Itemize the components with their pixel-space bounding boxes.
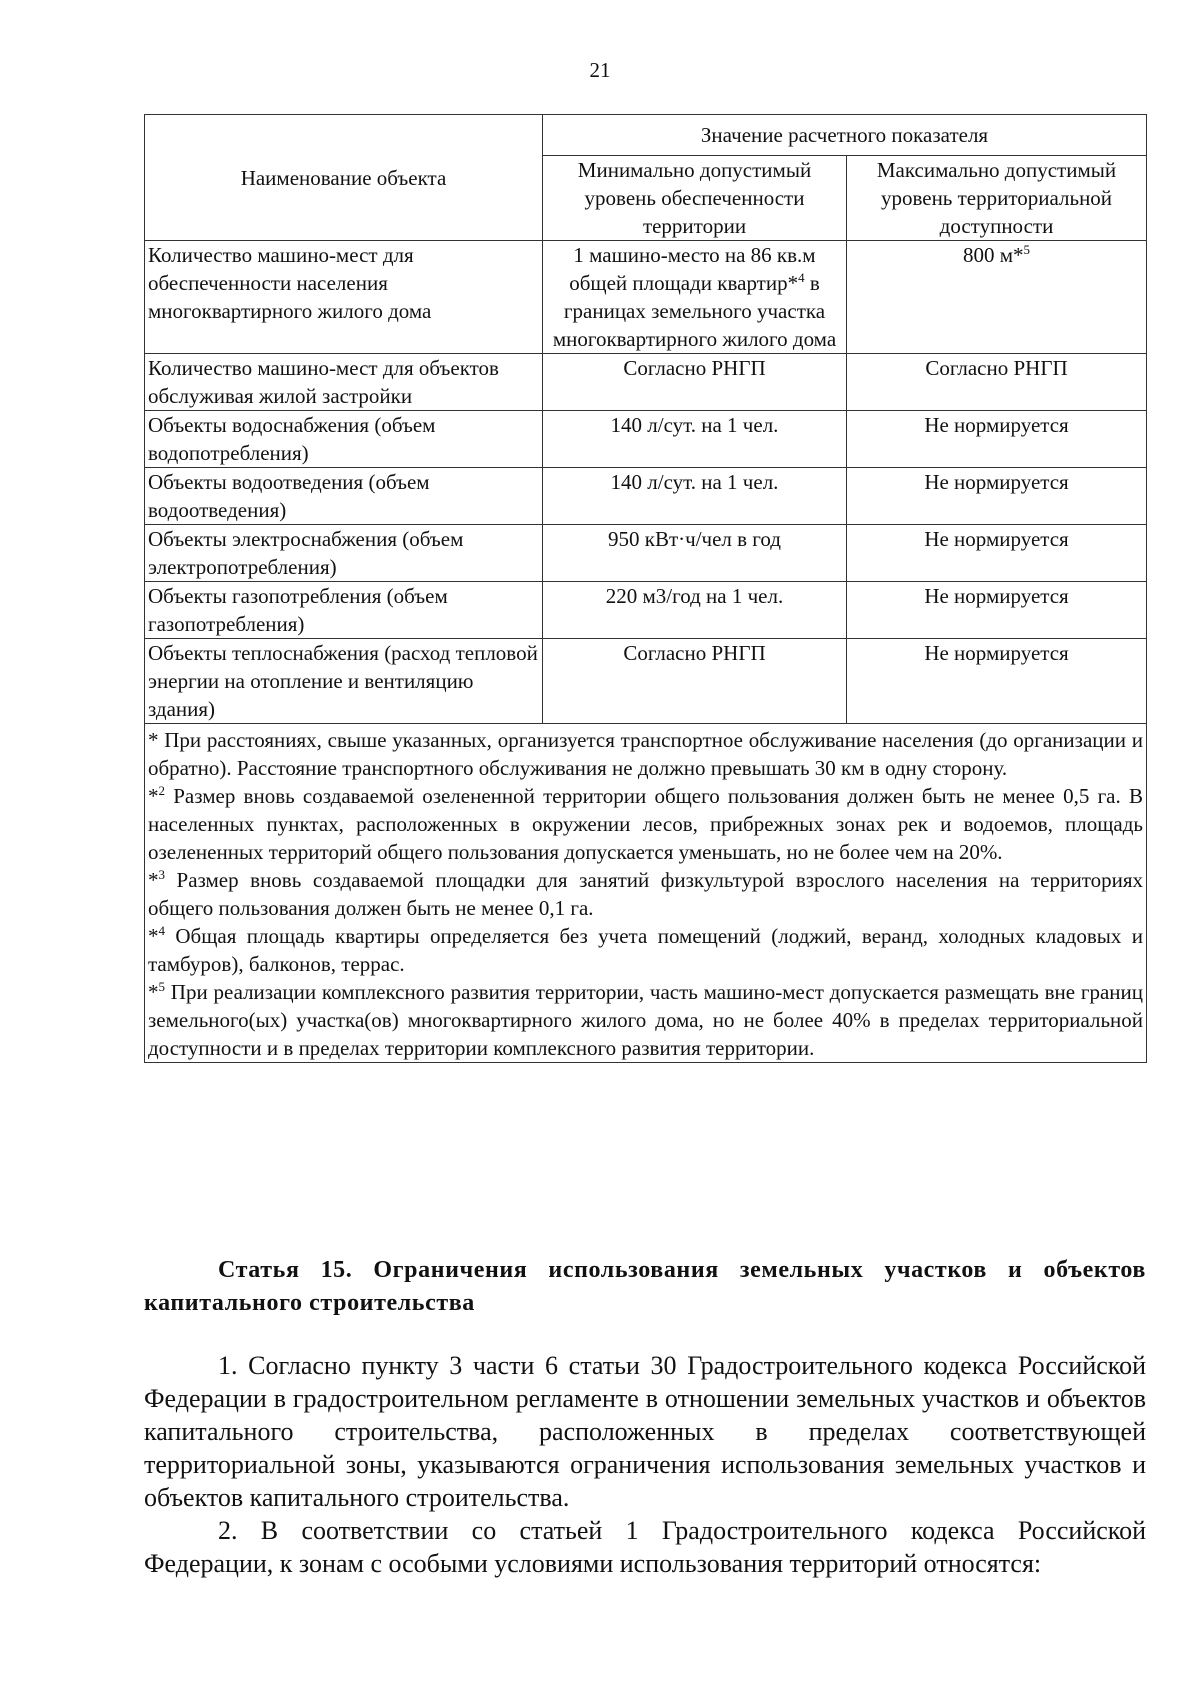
- footnotes-cell: [145, 724, 1147, 1063]
- row-min: 220 м3/год на 1 чел.: [543, 582, 847, 639]
- table-row: [145, 468, 1147, 525]
- footnote-mark: *: [148, 980, 159, 1004]
- article-paragraph: 1. Согласно пункту 3 части 6 статьи 30 Градостроительного кодекса Российской Федерации в градостроительном регламенте в отношении земельных участков и объектов капитального строительства, расположенных в пределах соответствующей территориальной зоны, указываются ограничения использования земельных участков и объектов капитального строительства.: [144, 1351, 1146, 1512]
- row-name: Объекты теплоснабжения (расход тепловой энергии на отопление и вентиляцию здания): [145, 639, 543, 724]
- table-row: [145, 411, 1147, 468]
- header-min-level: Минимально допустимый уровень обеспеченности территории: [543, 156, 847, 241]
- page-number: 21: [589, 58, 611, 82]
- footnote-text: Общая площадь квартиры определяется без учета помещений (лоджий, веранд, холодных кладовых и тамбуров), балконов, террас.: [148, 924, 1143, 976]
- table-row: [145, 241, 1147, 354]
- table-row: [145, 354, 1147, 411]
- row-max: Не нормируется: [847, 468, 1147, 525]
- footnote-sup: 2: [158, 783, 165, 798]
- footnote-text: При расстояниях, свыше указанных, организуется транспортное обслуживание населения (до организации и обратно). Расстояние транспортного обслуживания не должно превышать 30 км в одну сторону.: [148, 728, 1143, 780]
- footnote-ref: 4: [798, 270, 805, 285]
- table-header-row: [145, 115, 1147, 156]
- row-name: Объекты электроснабжения (объем электропотребления): [145, 525, 543, 582]
- footnote-text: Размер вновь создаваемой площадки для занятий физкультурой взрослого населения на территориях общего пользования должен быть не менее 0,1 га.: [148, 868, 1143, 920]
- footnote-mark: *: [148, 868, 159, 892]
- row-name: Объекты водоотведения (объем водоотведения): [145, 468, 543, 525]
- article-title: Статья 15. Ограничения использования земельных участков и объектов капитального строительства: [144, 1257, 1146, 1316]
- row-max: Не нормируется: [847, 639, 1147, 724]
- row-name: Количество машино-мест для объектов обслуживая жилой застройки: [145, 354, 543, 411]
- table-row: [145, 582, 1147, 639]
- footnote-sup: 4: [158, 923, 165, 938]
- footnote-text: При реализации комплексного развития территории, часть машино-мест допускается размещать вне границ земельного(ых) участка(ов) многоквартирного жилого дома, но не более 40% в пределах территориальной доступности и в пределах территории комплексного развития территории.: [148, 980, 1143, 1060]
- article-body: [144, 1349, 1146, 1580]
- row-min-tail: в границах земельного участка многоквартирного жилого дома: [552, 271, 837, 351]
- table-row: [145, 639, 1147, 724]
- header-indicator-group: Значение расчетного показателя: [543, 115, 1147, 156]
- row-name: Количество машино-мест для обеспеченности населения многоквартирного жилого дома: [145, 241, 543, 354]
- footnote-mark: *: [148, 728, 159, 752]
- header-object-name: Наименование объекта: [145, 115, 543, 241]
- footnote: [148, 978, 1143, 1062]
- article-paragraph: 2. В соответствии со статьей 1 Градостроительного кодекса Российской Федерации, к зонам с особыми условиями использования территорий относятся:: [144, 1516, 1146, 1578]
- row-max: Не нормируется: [847, 525, 1147, 582]
- row-min: [543, 241, 847, 354]
- row-min: 950 кВт·ч/чел в год: [543, 525, 847, 582]
- footnote-mark: *: [148, 784, 159, 808]
- row-name: Объекты газопотребления (объем газопотребления): [145, 582, 543, 639]
- row-min-text: 1 машино-место на 86 кв.м общей площади квартир*: [569, 243, 816, 295]
- footnote-sup: 5: [158, 979, 165, 994]
- row-name: Объекты водоснабжения (объем водопотребления): [145, 411, 543, 468]
- footnote: [148, 866, 1143, 922]
- row-max: [847, 241, 1147, 354]
- footnote: [148, 922, 1143, 978]
- row-min: Согласно РНГП: [543, 639, 847, 724]
- row-max: Согласно РНГП: [847, 354, 1147, 411]
- footnote-sup: 3: [158, 867, 165, 882]
- row-max: Не нормируется: [847, 582, 1147, 639]
- table-row: [145, 525, 1147, 582]
- row-min: 140 л/сут. на 1 чел.: [543, 411, 847, 468]
- footnote-mark: *: [148, 924, 159, 948]
- norms-table: [144, 114, 1147, 1063]
- footnotes-row: [145, 724, 1147, 1063]
- footnote: [148, 782, 1143, 866]
- footnote-text: Размер вновь создаваемой озелененной территории общего пользования должен быть не менее 0,5 га. В населенных пунктах, расположенных в окружении лесов, прибрежных зонах рек и водоемов, площадь озелененных территорий общего пользования допускается уменьшать, но не более чем на 20%.: [148, 784, 1143, 864]
- row-max: Не нормируется: [847, 411, 1147, 468]
- row-min: Согласно РНГП: [543, 354, 847, 411]
- header-max-access: Максимально допустимый уровень территориальной доступности: [847, 156, 1147, 241]
- footnote: [148, 726, 1143, 782]
- row-max-text: 800 м*: [962, 243, 1024, 267]
- footnote-ref: 5: [1023, 242, 1031, 257]
- row-min: 140 л/сут. на 1 чел.: [543, 468, 847, 525]
